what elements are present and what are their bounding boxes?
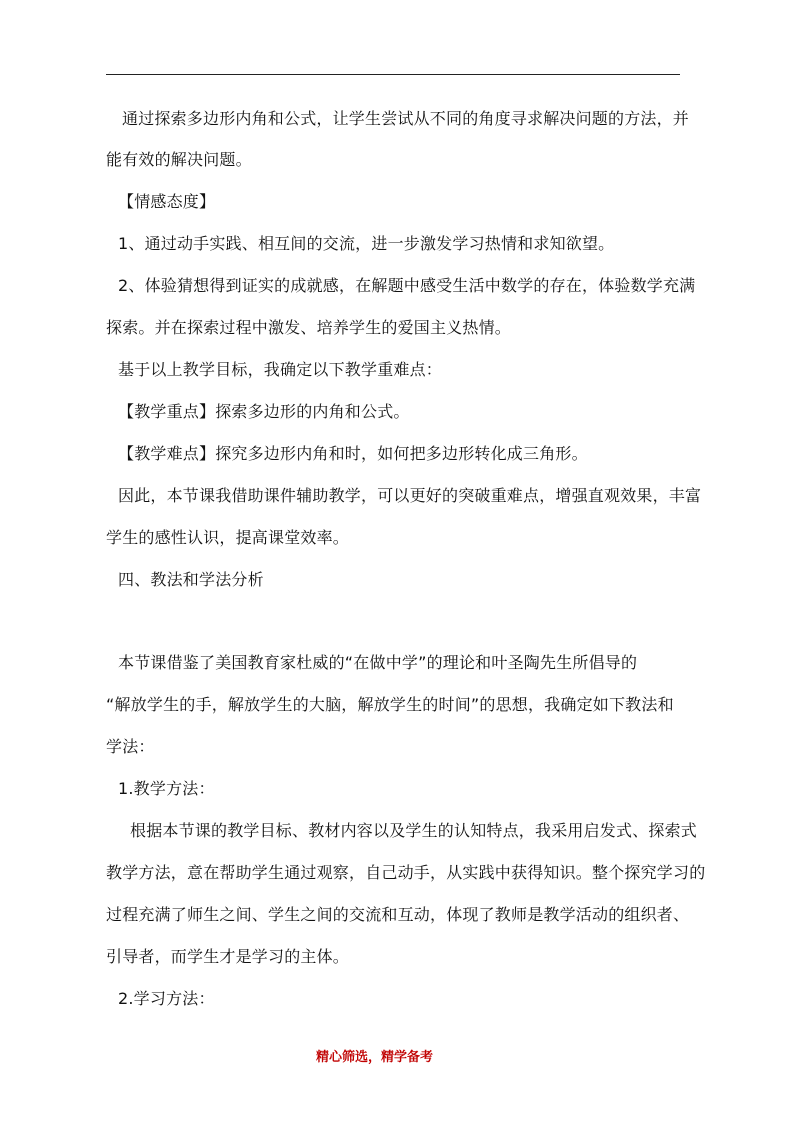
paragraph-method-line-1: 根据本节课的教学目标、教材内容以及学生的认知特点，我采用启发式、探索式 <box>130 821 698 840</box>
paragraph-goals-intro: 基于以上教学目标，我确定以下教学重难点： <box>118 360 443 379</box>
list-item-2-line-1: 2、体验猜想得到证实的成就感，在解题中感受生活中数学的存在，体验数学充满 <box>118 276 696 295</box>
paragraph-method-line-4: 引导者，而学生才是学习的主体。 <box>106 947 350 966</box>
paragraph-line-1: 通过探索多边形内角和公式，让学生尝试从不同的角度寻求解决问题的方法，并 <box>122 109 690 128</box>
paragraph-method-line-2: 教学方法，意在帮助学生通过观察，自己动手，从实践中获得知识。整个探究学习的 <box>106 863 706 882</box>
teaching-key-point: 【教学重点】探索多边形的内角和公式。 <box>118 402 410 421</box>
paragraph-dewey-line-2: “解放学生的手，解放学生的大脑，解放学生的时间”的思想，我确定如下教法和 <box>106 695 674 714</box>
section-heading-emotion: 【情感态度】 <box>118 192 216 211</box>
subheading-teaching-method: 1.教学方法： <box>118 779 215 798</box>
footer-slogan: 精心筛选，精学备考 <box>316 1050 434 1065</box>
paragraph-method-line-3: 过程充满了师生之间、学生之间的交流和互动，体现了教师是教学活动的组织者、 <box>106 905 690 924</box>
list-item-1: 1、通过动手实践、相互间的交流，进一步激发学习热情和求知欲望。 <box>118 234 615 253</box>
paragraph-therefore-line-2: 学生的感性认识，提高课堂效率。 <box>106 528 350 547</box>
section-heading-methods: 四、教法和学法分析 <box>118 570 264 589</box>
paragraph-dewey-line-3: 学法： <box>106 737 155 756</box>
paragraph-therefore-line-1: 因此，本节课我借助课件辅助教学，可以更好的突破重难点，增强直观效果，丰富 <box>118 486 702 505</box>
paragraph-dewey-line-1: 本节课借鉴了美国教育家杜威的“在做中学”的理论和叶圣陶先生所倡导的 <box>118 653 638 672</box>
list-item-2-line-2: 探索。并在探索过程中激发、培养学生的爱国主义热情。 <box>106 318 512 337</box>
header-rule <box>106 74 680 75</box>
subheading-learning-method: 2.学习方法： <box>118 989 215 1008</box>
teaching-difficulty: 【教学难点】探究多边形内角和时，如何把多边形转化成三角形。 <box>118 444 588 463</box>
paragraph-line-2: 能有效的解决问题。 <box>106 150 252 169</box>
